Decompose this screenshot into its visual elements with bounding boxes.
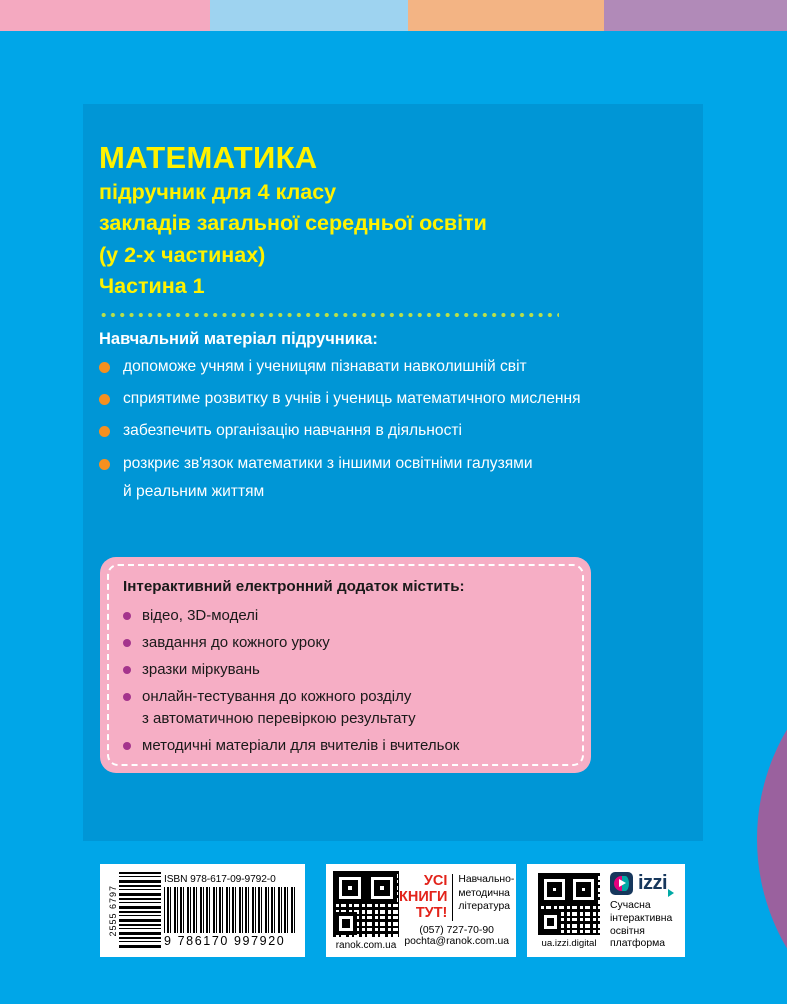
bullet-dot-icon: [99, 394, 110, 405]
feature-text: забезпечить організацію навчання в діяльності: [123, 422, 462, 440]
interactive-items-list: [123, 606, 573, 756]
list-item: [99, 421, 699, 441]
izzi-description-line-1: Сучасна: [610, 899, 651, 911]
features-list: [99, 357, 699, 502]
izzi-wordmark: izzi: [638, 873, 667, 893]
list-item: [99, 454, 699, 503]
subtitle-line-1: підручник для 4 класу: [99, 179, 337, 204]
color-band-pink: [0, 0, 210, 31]
isbn-wrapper: [108, 870, 297, 951]
vertical-divider: [452, 874, 453, 921]
ranok-website-text[interactable]: ranok.com.ua: [335, 939, 397, 951]
interactive-item-text: онлайн-тестування до кожного розділу: [142, 687, 412, 705]
feature-text-continuation: й реальним життям: [123, 483, 265, 501]
list-item: [99, 357, 699, 377]
dotted-divider: [99, 312, 559, 318]
interactive-item-text: відео, 3D-моделі: [142, 607, 259, 624]
bullet-dot-icon: [99, 362, 110, 373]
ranok-slogan-row: [399, 873, 514, 922]
izzi-description: [610, 900, 679, 952]
bullet-dot-icon: [123, 666, 131, 674]
izzi-description-line-2: інтерактивна: [610, 912, 673, 924]
ranok-email-text[interactable]: pochta@ranok.com.ua: [404, 936, 510, 947]
ean13-digits: 9 786170 997920: [164, 933, 286, 948]
play-button-icon: [610, 872, 633, 895]
qr-code-icon[interactable]: [333, 871, 399, 937]
ranok-publisher-box: [326, 864, 516, 957]
qr-code-icon[interactable]: [538, 873, 600, 935]
list-item: [123, 633, 573, 653]
top-color-strip: [0, 0, 787, 31]
color-band-orange: [408, 0, 604, 31]
list-item: [123, 736, 573, 756]
addon-barcode-icon: [119, 870, 161, 951]
bullet-dot-icon: [123, 693, 131, 701]
list-item: [123, 687, 573, 729]
bullet-dot-icon: [123, 742, 131, 750]
izzi-description-line-3: освітня: [610, 925, 645, 937]
features-heading: Навчальний матеріал підручника:: [99, 329, 378, 348]
interactive-item-text: завдання до кожного уроку: [142, 633, 330, 651]
ranok-description: [458, 873, 514, 914]
ranok-slogan-line-2: КНИГИ: [399, 889, 448, 906]
subtitle-line-4: Частина 1: [99, 274, 205, 299]
color-band-purple: [604, 0, 787, 31]
izzi-info-column: [605, 870, 679, 952]
feature-text: сприятиме розвитку в учнів і учениць математичного мислення: [123, 390, 581, 408]
isbn-barcode-box: [100, 864, 305, 957]
interactive-item-text: методичні матеріали для вчителів і вчительок: [142, 736, 460, 754]
feature-text: розкриє зв'язок математики з іншими освітніми галузями: [123, 454, 533, 472]
interactive-item-continuation: з автоматичною перевіркою результату: [142, 709, 416, 727]
bullet-dot-icon: [123, 639, 131, 647]
subtitle-line-2: закладів загальної середньої освіти: [99, 211, 487, 236]
ranok-description-line-2: методична: [458, 887, 510, 899]
ranok-slogan-line-1: УСІ: [423, 873, 448, 889]
triangle-accent-icon: [668, 889, 674, 897]
vertical-code-text: 2555 6797: [108, 884, 118, 937]
izzi-description-line-4: платформа: [610, 938, 666, 950]
ean13-barcode-icon: [164, 887, 297, 933]
izzi-website-text[interactable]: ua.izzi.digital: [541, 937, 597, 949]
list-item: [123, 606, 573, 626]
isbn-label: ISBN 978-617-09-9792-0: [164, 873, 276, 885]
bullet-dot-icon: [99, 459, 110, 470]
bullet-dot-icon: [123, 612, 131, 620]
interactive-item-text: зразки міркувань: [142, 660, 260, 678]
list-item: [99, 389, 699, 409]
ranok-slogan-line-3: ТУТ!: [415, 905, 448, 922]
ranok-phone-text[interactable]: (057) 727-70-90: [419, 925, 494, 936]
subtitle-line-3: (у 2-х частинах): [99, 242, 266, 267]
ranok-description-line-1: Навчально-: [458, 874, 515, 885]
izzi-logo: [610, 872, 679, 895]
page-title: МАТЕМАТИКА: [99, 140, 318, 175]
cover-content: [99, 140, 699, 514]
izzi-qr-column: [533, 873, 605, 949]
color-band-blue: [210, 0, 408, 31]
isbn-right-column: [161, 870, 297, 951]
ranok-qr-column: [333, 871, 399, 951]
izzi-platform-box: [527, 864, 685, 957]
interactive-box-content: [123, 578, 573, 763]
ranok-slogan: [399, 873, 452, 922]
interactive-supplement-box: [100, 557, 591, 773]
bullet-dot-icon: [99, 426, 110, 437]
ranok-contacts: [399, 925, 514, 947]
footer-info-row: [0, 864, 787, 959]
interactive-box-heading: Інтерактивний електронний додаток містить:: [123, 578, 465, 595]
ranok-description-line-3: література: [458, 901, 511, 913]
ranok-info-column: [399, 871, 514, 950]
list-item: [123, 660, 573, 680]
feature-text: допоможе учням і ученицям пізнавати навколишній світ: [123, 357, 527, 375]
